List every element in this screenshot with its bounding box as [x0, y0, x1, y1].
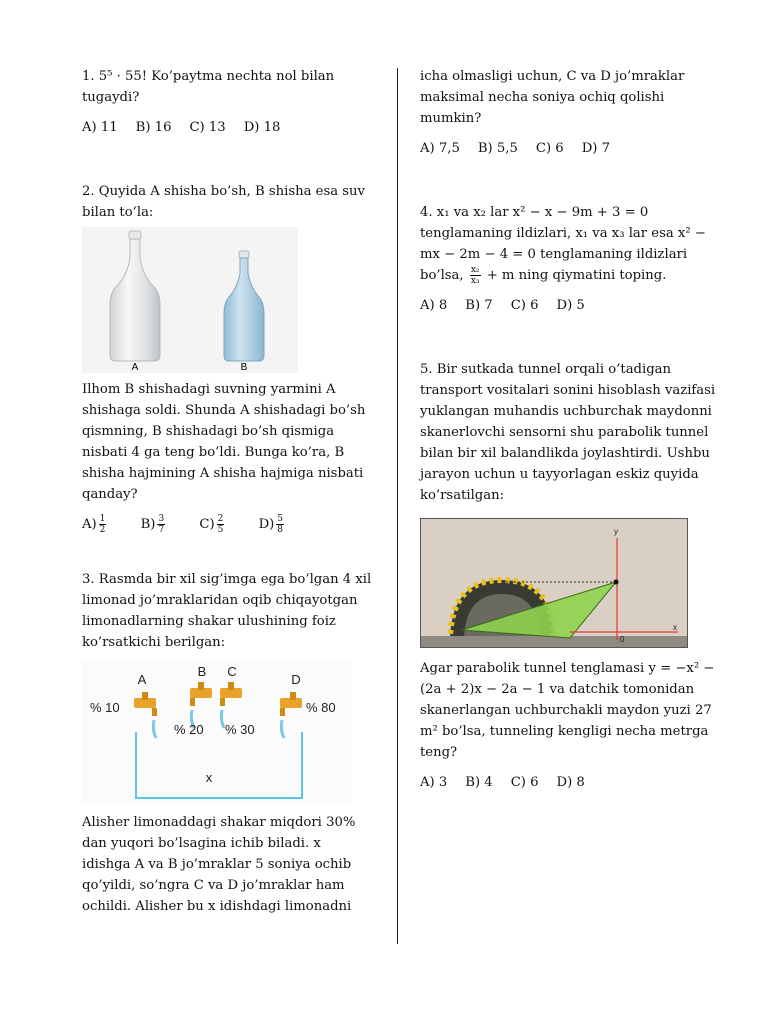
taps-figure	[82, 662, 352, 804]
option-a: A) 3	[420, 775, 448, 790]
option-d: D) 5	[556, 298, 585, 313]
question-5-options	[420, 772, 716, 793]
option-d: D) 18	[243, 120, 281, 135]
option-c: C) 6	[510, 775, 539, 790]
sensor-point	[614, 580, 619, 585]
question-1-text: 1. 5⁵ · 55! Ko’paytma nechta nol bilan tugaydi?	[82, 69, 335, 105]
tap-a-label: A	[137, 672, 147, 687]
column-divider	[397, 68, 398, 944]
option-b: B) 7	[465, 298, 493, 313]
question-5-intro: 5. Bir sutkada tunnel orqali o’tadigan transport vositalari sonini hisoblash vazifasi yuklangan muhandis uchburchak maydonni skanerlovchi sensorni shu parabolik tunnel bilan bir xil balandlikda joylashtirdi. Ushbu jarayon uchun u tayyorlagan eskiz quyida ko’rsatilgan:	[420, 362, 716, 503]
question-5-body: Agar parabolik tunnel tenglamasi y = −x² − (2a + 2)x − 2a − 1 va datchik tomonidan skanerlangan uchburchakli maydon yuzi 27 m² bo’lsa, tunneling kengligi necha metrga teng?	[420, 661, 715, 760]
option-c: C) $\frac{2}{5}$	[199, 514, 224, 535]
tap-b-percent: % 20	[174, 722, 204, 737]
option-a: A) 11	[82, 120, 118, 135]
question-4-text: 4. x₁ va x₂ lar x² − x − 9m + 3 = 0 tenglamaning ildizlari, x₁ va x₃ lar esa x² − mx − 2m − 4 = 0 tenglamaning ildizlari bo’lsa, $\frac{\text{x₂}}{\text{x₃}}$ + m ning qiymatini toping.	[420, 205, 706, 286]
tap-d-percent: % 80	[306, 700, 336, 715]
tap-c-label: C	[227, 664, 237, 679]
container-label: x	[205, 770, 213, 785]
tap-b-label: B	[197, 664, 207, 679]
question-2-body: Ilhom B shishadagi suvning yarmini A shishaga soldi. Shunda A shishadagi bo’sh qismning, B shishadagi bo’sh qismiga nisbati 4 ga teng bo’ldi. Bunga ko’ra, B shisha hajmining A shisha hajmiga nisbati qanday?	[82, 382, 366, 502]
left-column	[82, 66, 372, 926]
question-2-intro: 2. Quyida A shisha bo’sh, B shisha esa suv bilan to’la:	[82, 184, 365, 220]
x-axis-label: x	[673, 623, 677, 632]
bottles-figure	[82, 227, 298, 373]
tap-c-percent: % 30	[225, 722, 255, 737]
question-1-options	[82, 117, 372, 138]
option-a: A) $\frac{1}{2}$	[82, 514, 106, 535]
y-axis-label: y	[614, 527, 618, 536]
question-3-options	[420, 138, 716, 159]
tunnel-figure	[420, 518, 688, 648]
option-a: A) 8	[420, 298, 448, 313]
option-a: A) 7,5	[420, 141, 460, 156]
option-b: B) $\frac{3}{7}$	[140, 514, 165, 535]
tap-a-percent: % 10	[90, 700, 120, 715]
option-b: B) 4	[465, 775, 493, 790]
question-4-options	[420, 295, 716, 316]
option-b: B) 16	[135, 120, 172, 135]
origin-label: 0	[620, 635, 625, 644]
option-c: C) 6	[535, 141, 564, 156]
question-3-intro: 3. Rasmda bir xil sig’imga ega bo’lgan 4 xil limonad jo’mraklaridan oqib chiqayotgan limonadlarning shakar ulushining foiz ko’rsatkichi berilgan:	[82, 572, 372, 650]
question-3-continued: icha olmasligi uchun, C va D jo’mraklar maksimal necha soniya ochiq qolishi mumkin?	[420, 69, 685, 126]
option-d: D) 7	[581, 141, 610, 156]
tap-d-label: D	[291, 672, 301, 687]
option-b: B) 5,5	[477, 141, 518, 156]
question-2-options	[82, 514, 372, 535]
right-column	[420, 66, 716, 793]
option-c: C) 13	[189, 120, 226, 135]
bottle-a-label: A	[131, 362, 139, 373]
option-c: C) 6	[510, 298, 539, 313]
option-d: D) $\frac{5}{8}$	[258, 514, 284, 535]
bottle-b-label: B	[240, 362, 248, 373]
option-d: D) 8	[556, 775, 585, 790]
question-3-body: Alisher limonaddagi shakar miqdori 30% dan yuqori bo’lsagina ichib biladi. x idishga A va B jo’mraklar 5 soniya ochib qo’yildi, so’ngra C va D jo’mraklar ham ochildi. Alisher bu x idishdagi limonadni	[82, 815, 356, 914]
